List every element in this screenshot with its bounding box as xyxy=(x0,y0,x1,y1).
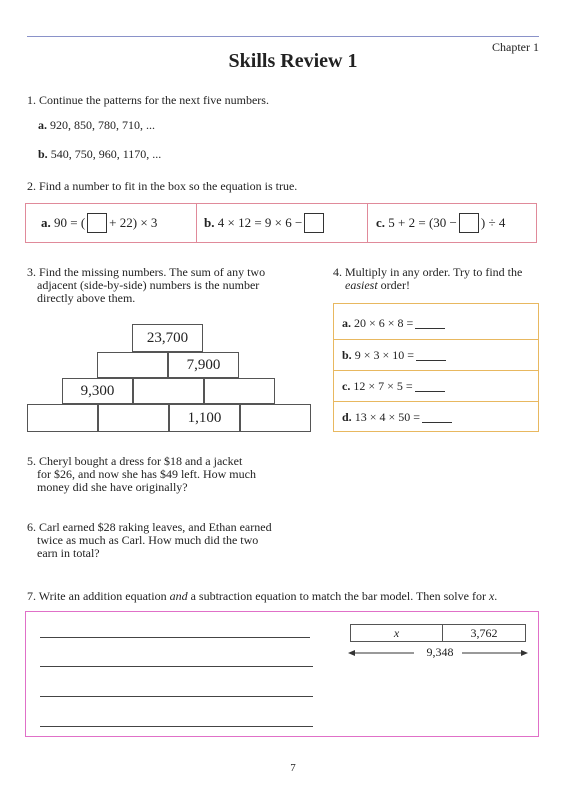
answer-line-1[interactable] xyxy=(40,637,310,638)
pyramid-r2-left[interactable] xyxy=(97,352,168,378)
q4-item-b xyxy=(334,339,538,370)
q6-line3: earn in total? xyxy=(37,546,100,560)
q2-a-answer-box[interactable] xyxy=(87,213,107,233)
q7-emphasis: and xyxy=(169,589,188,603)
q4-box xyxy=(333,303,539,432)
pyramid-r4-4[interactable] xyxy=(240,404,311,432)
q2-c-label: c. xyxy=(376,215,386,230)
q7-prompt xyxy=(27,590,497,603)
bar-segment-value: 3,762 xyxy=(442,624,526,642)
page-title: Skills Review 1 xyxy=(228,50,358,72)
bar-x-label: x xyxy=(393,625,400,640)
q2-a-left: 90 = ( xyxy=(54,215,86,230)
q4-a-blank[interactable] xyxy=(415,318,445,329)
q7-text-2: a subtraction equation to match the bar model. Then solve for xyxy=(187,589,489,603)
q4-b-expr: 9 × 3 × 10 = xyxy=(354,347,414,362)
page-number: 7 xyxy=(290,762,296,774)
q2-a-right: + 22) × 3 xyxy=(109,215,158,230)
pyramid-r3-middle[interactable] xyxy=(133,378,204,404)
q7-variable: x xyxy=(488,589,495,603)
pyramid-r2-right: 7,900 xyxy=(168,352,239,378)
q4-item-d xyxy=(334,401,538,432)
q4-b-blank[interactable] xyxy=(416,350,446,361)
q2-divider-1 xyxy=(196,204,197,242)
q4-d-expr: 13 × 4 × 50 = xyxy=(354,409,420,424)
pyramid-r4-2[interactable] xyxy=(98,404,169,432)
q3-prompt xyxy=(27,266,265,305)
q5-line2: for $26, and now she has $49 left. How much xyxy=(37,467,256,481)
q1-a-text: 920, 850, 780, 710, ... xyxy=(50,118,155,132)
q1-b-text: 540, 750, 960, 1170, ... xyxy=(50,147,162,161)
q4-emphasis: easiest xyxy=(345,278,378,292)
q2-c-left: 5 + 2 = (30 − xyxy=(388,215,457,230)
q4-line2-rest: order! xyxy=(377,278,410,292)
pyramid-top: 23,700 xyxy=(132,324,203,352)
q4-a-expr: 20 × 6 × 8 = xyxy=(354,316,414,330)
q5-line3: money did she have originally? xyxy=(37,480,188,494)
q2-b-left: 4 × 12 = 9 × 6 − xyxy=(217,215,303,230)
q4-c-expr: 12 × 7 × 5 = xyxy=(353,378,413,393)
q3-line1: 3. Find the missing numbers. The sum of any two xyxy=(27,265,266,279)
q4-b-label: b. xyxy=(342,347,352,362)
q2-b-label: b. xyxy=(204,215,215,230)
answer-line-3[interactable] xyxy=(40,696,313,697)
q4-c-label: c. xyxy=(342,378,351,393)
q3-line2: adjacent (side-by-side) numbers is the number xyxy=(37,278,260,292)
q6-line2: twice as much as Carl. How much did the two xyxy=(37,533,259,547)
q5-line1: 5. Cheryl bought a dress for $18 and a jacket xyxy=(27,454,243,468)
pyramid-r4-1[interactable] xyxy=(27,404,98,432)
q4-c-blank[interactable] xyxy=(415,381,445,392)
pyramid-r4-3: 1,100 xyxy=(169,404,240,432)
q3-line3: directly above them. xyxy=(37,291,136,305)
q4-d-label: d. xyxy=(342,409,352,424)
q7-text-3: . xyxy=(494,589,498,603)
q4-item-a xyxy=(334,308,538,339)
pyramid-r3-right[interactable] xyxy=(204,378,275,404)
q2-c xyxy=(376,204,505,242)
q2-b-answer-box[interactable] xyxy=(304,213,324,233)
chapter-label: Chapter 1 xyxy=(492,40,539,54)
q2-b xyxy=(204,204,326,242)
q6-line1: 6. Carl earned $28 raking leaves, and Ethan earned xyxy=(27,520,272,534)
q4-prompt xyxy=(333,266,522,292)
q4-item-c xyxy=(334,370,538,401)
q2-a-label: a. xyxy=(41,215,51,230)
q1-b xyxy=(38,147,161,162)
q1-a-label: a. xyxy=(38,118,47,132)
q2-divider-2 xyxy=(367,204,368,242)
bar-segment-x xyxy=(350,624,443,642)
q4-d-blank[interactable] xyxy=(422,412,452,423)
q4-a-label: a. xyxy=(342,316,351,330)
answer-line-2[interactable] xyxy=(40,666,313,667)
answer-line-4[interactable] xyxy=(40,726,313,727)
top-rule xyxy=(27,36,539,37)
q1-prompt: 1. Continue the patterns for the next five numbers. xyxy=(27,93,269,107)
q6-prompt xyxy=(27,521,272,560)
q1-a xyxy=(38,118,155,133)
q2-prompt: 2. Find a number to fit in the box so the equation is true. xyxy=(27,179,298,193)
q5-prompt xyxy=(27,455,256,494)
q2-c-right: ) ÷ 4 xyxy=(480,215,506,230)
q4-line1: 4. Multiply in any order. Try to find the xyxy=(333,265,523,279)
pyramid-r3-left: 9,300 xyxy=(62,378,133,404)
q2-a xyxy=(41,204,157,242)
bar-total-label: 9,348 xyxy=(426,645,454,659)
q2-box xyxy=(25,203,537,243)
q2-c-answer-box[interactable] xyxy=(459,213,479,233)
q7-text-1: 7. Write an addition equation xyxy=(27,589,170,603)
q1-b-label: b. xyxy=(38,147,48,161)
